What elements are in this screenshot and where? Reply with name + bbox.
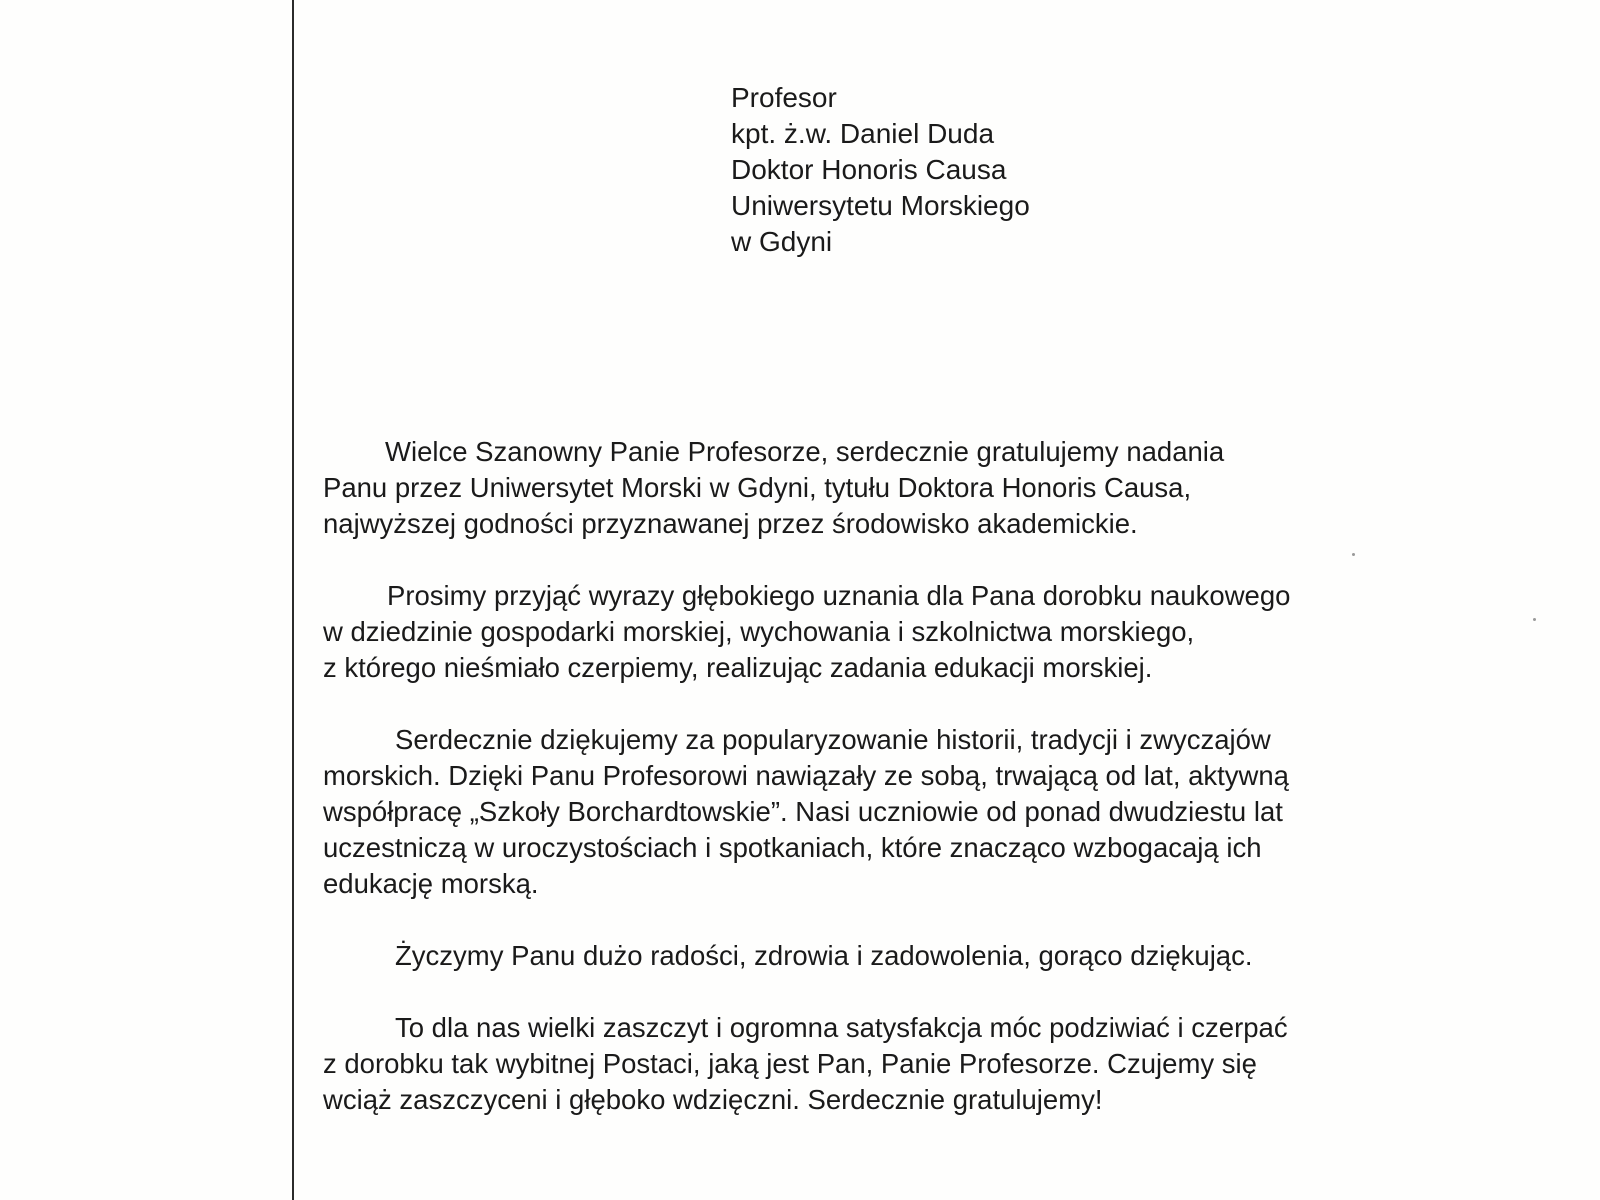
paragraph-line: Wielce Szanowny Panie Profesorze, serdecznie gratulujemy nadania (385, 436, 1225, 467)
addressee-line: w Gdyni (731, 226, 833, 257)
paragraph-wishes (323, 938, 1253, 974)
addressee-line: Profesor (731, 82, 837, 113)
addressee-block (731, 80, 1030, 260)
paragraph-thanks (323, 722, 1289, 902)
paragraph-line: Panu przez Uniwersytet Morski w Gdyni, tytułu Doktora Honoris Causa, (323, 472, 1192, 503)
paragraph-congratulations (323, 434, 1224, 542)
paragraph-line: w dziedzinie gospodarki morskiej, wychowania i szkolnictwa morskiego, (323, 616, 1195, 647)
scan-speck (1352, 553, 1355, 556)
paragraph-line: współpracę „Szkoły Borchardtowskie”. Nasi uczniowie od ponad dwudziestu lat (323, 796, 1283, 827)
paragraph-line: najwyższej godności przyznawanej przez środowisko akademickie. (323, 508, 1138, 539)
paragraph-line: Prosimy przyjąć wyrazy głębokiego uznania dla Pana dorobku naukowego (387, 580, 1291, 611)
paragraph-line: z dorobku tak wybitnej Postaci, jaką jest Pan, Panie Profesorze. Czujemy się (323, 1048, 1257, 1079)
margin-rule (292, 0, 294, 1200)
scan-speck (1533, 618, 1536, 621)
paragraph-line: Serdecznie dziękujemy za popularyzowanie historii, tradycji i zwyczajów (395, 724, 1271, 755)
paragraph-line: edukację morską. (323, 868, 539, 899)
paragraph-line: uczestniczą w uroczystościach i spotkaniach, które znacząco wzbogacają ich (323, 832, 1262, 863)
paragraph-honor (323, 1010, 1288, 1118)
paragraph-line: wciąż zaszczyceni i głęboko wdzięczni. Serdecznie gratulujemy! (323, 1084, 1103, 1115)
paragraph-line: Życzymy Panu dużo radości, zdrowia i zadowolenia, gorąco dziękując. (395, 940, 1253, 971)
addressee-line: Doktor Honoris Causa (731, 154, 1007, 185)
addressee-line: kpt. ż.w. Daniel Duda (731, 118, 995, 149)
paragraph-line: morskich. Dzięki Panu Profesorowi nawiązały ze sobą, trwającą od lat, aktywną (323, 760, 1289, 791)
paragraph-recognition (323, 578, 1290, 686)
paragraph-line: z którego nieśmiało czerpiemy, realizując zadania edukacji morskiej. (323, 652, 1153, 683)
addressee-line: Uniwersytetu Morskiego (731, 190, 1030, 221)
paragraph-line: To dla nas wielki zaszczyt i ogromna satysfakcja móc podziwiać i czerpać (395, 1012, 1288, 1043)
